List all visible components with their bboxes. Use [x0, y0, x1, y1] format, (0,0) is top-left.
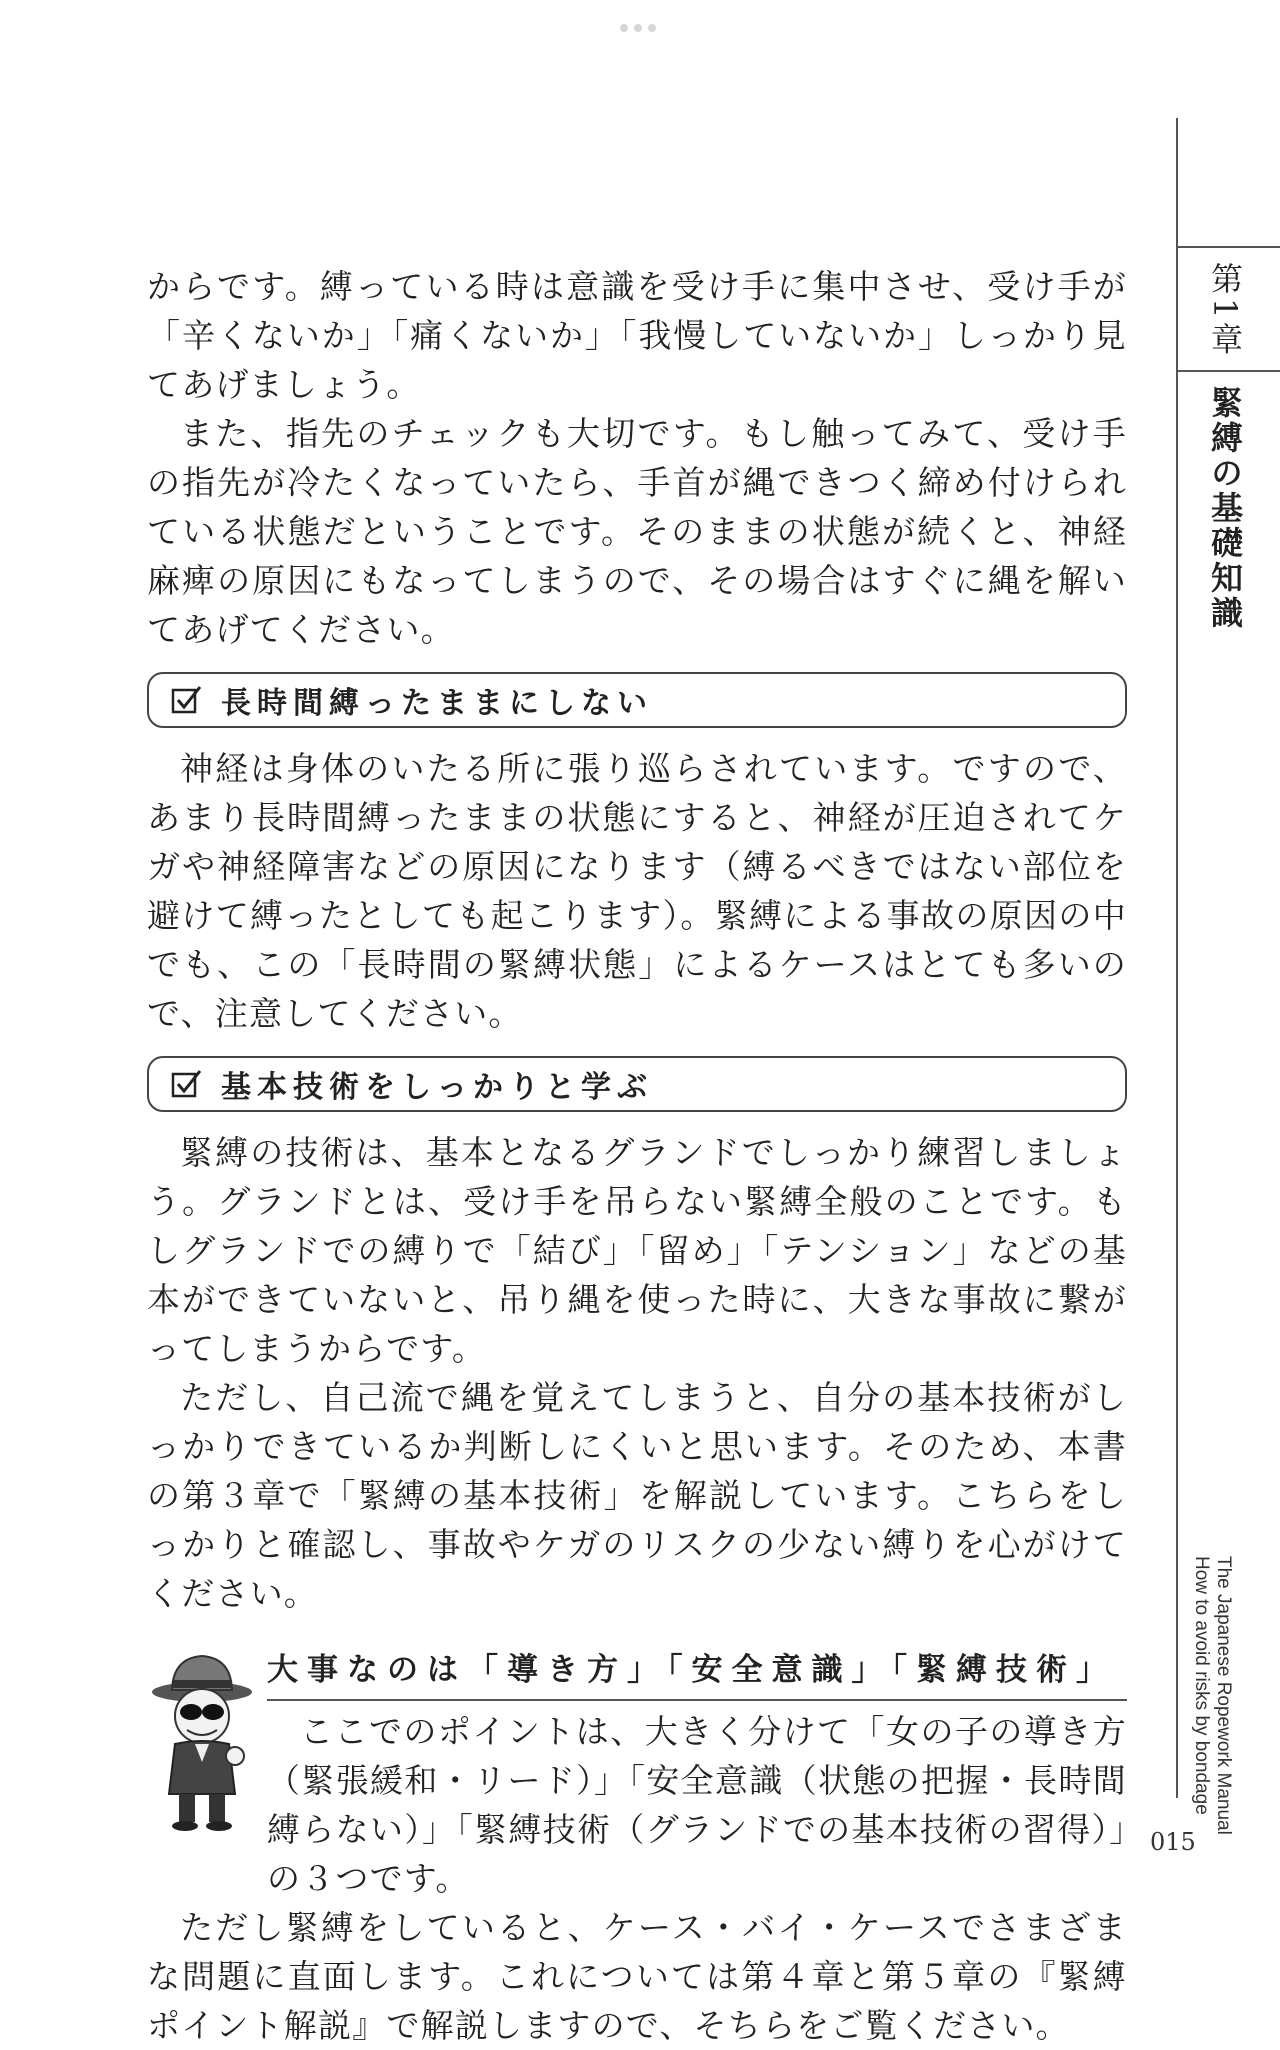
intro-paragraph-1: からです。縛っている時は意識を受け手に集中させ、受け手が「辛くないか」「痛くないか」「我慢していないか」しっかり見てあげましょう。: [147, 267, 1127, 404]
section-title-2: 基本技術をしっかりと学ぶ: [221, 1070, 653, 1105]
chapter-top-rule: [1178, 246, 1280, 248]
book-title-line-1: The Japanese Ropework Manual: [1213, 1556, 1234, 1835]
section-2-paragraph-1: 緊縛の技術は、基本となるグランドでしっかり練習しましょう。グランドとは、受け手を吊らない緊縛全般のことです。もしグランドでの縛りで「結び」「留め」「テンション」などの基本ができていないと、吊り縄を使った時に、大きな事故に繋がってしまうからです。: [147, 1133, 1127, 1368]
section-heading-box-2: [147, 1056, 1127, 1112]
chapter-title: 緊縛の基礎知識: [1206, 386, 1244, 632]
book-title-line-2: How to avoid risks by bondage: [1191, 1556, 1212, 1815]
man-in-hat-sunglasses-icon: [147, 1644, 257, 1834]
point-paragraph-1: ここでのポイントは、大きく分けて「女の子の導き方（緊張緩和・リード）」「安全意識（状態の把握・長時間縛らない）」「緊縛技術（グランドでの基本技術の習得）」の３つです。: [267, 1712, 1127, 1898]
section-2-paragraph-2: ただし、自己流で縄を覚えてしまうと、自分の基本技術がしっかりできているか判断しにくいと思います。そのため、本書の第３章で「緊縛の基本技術」を解説しています。こちらをしっかりと確認し、事故やケガのリスクの少ない縛りを心がけてください。: [147, 1378, 1127, 1613]
checkbox-check-icon: [171, 684, 203, 716]
section-1-paragraph-1: 神経は身体のいたる所に張り巡らされています。ですので、あまり長時間縛ったままの状態にすると、神経が圧迫されてケガや神経障害などの原因になります（縛るべきではない部位を避けて縛ったとしても起こります）。緊縛による事故の原因の中でも、この「長時間の緊縛状態」によるケースはとても多いので、注意してください。: [147, 749, 1127, 1033]
checkbox-check-icon: [171, 1068, 203, 1100]
point-title: 大事なのは「導き方」「安全意識」「緊縛技術」: [267, 1644, 1127, 1701]
point-body: [267, 1644, 1127, 1903]
chapter-tab: [1178, 246, 1280, 631]
chapter-separator: [1178, 370, 1280, 372]
point-summary: [147, 1644, 1127, 2050]
main-text-column: [147, 262, 1127, 2050]
chapter-label: 第1章: [1206, 262, 1244, 359]
section-title-1: 長時間縛ったままにしない: [221, 686, 653, 721]
intro-paragraph-2: また、指先のチェックも大切です。もし触ってみて、受け手の指先が冷たくなっていたら、手首が縄できつく締め付けられている状態だということです。そのままの状態が続くと、神経麻痺の原因にもなってしまうので、その場合はすぐに縄を解いてあげてください。: [147, 414, 1127, 649]
point-paragraph-2: ただし緊縛をしていると、ケース・バイ・ケースでさまざまな問題に直面します。これについては第４章と第５章の『緊縛ポイント解説』で解説しますので、そちらをご覧ください。: [147, 1908, 1127, 2045]
section-heading-box-1: [147, 672, 1127, 728]
page-number: 015: [1150, 1828, 1196, 1856]
book-title-english: [1190, 1556, 1234, 1835]
page-indicator-dots: [620, 24, 656, 32]
